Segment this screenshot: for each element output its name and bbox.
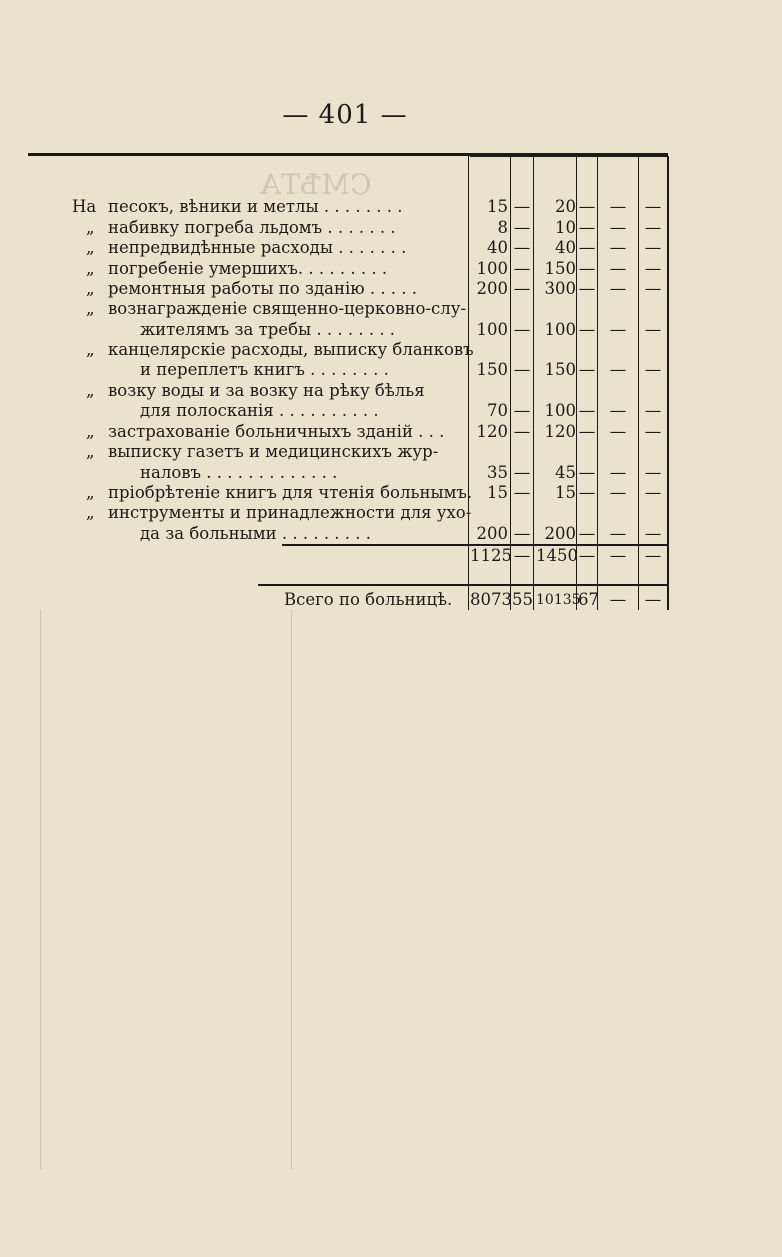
row-amount-c1: 15 <box>487 483 508 502</box>
table-row <box>0 483 690 503</box>
row-prefix: „ <box>86 279 95 298</box>
subtotal-c2k: — <box>578 546 596 565</box>
row-amount-c3: — <box>609 360 627 379</box>
row-amount-c1: 40 <box>487 238 508 257</box>
row-description: выписку газетъ и медицинскихъ жур- <box>108 442 439 461</box>
row-description: и переплетъ книгъ . . . . . . . . <box>140 360 389 379</box>
row-amount-c3: — <box>609 463 627 482</box>
row-amount-c2: 150 <box>544 360 576 379</box>
row-amount-c1: 100 <box>476 259 508 278</box>
row-amount-c3: — <box>609 218 627 237</box>
row-amount-c1k: — <box>513 320 531 339</box>
row-description: да за больными . . . . . . . . . <box>140 524 372 543</box>
total-rule <box>258 584 669 586</box>
row-amount-c3: — <box>609 259 627 278</box>
row-amount-c1k: — <box>513 401 531 420</box>
row-amount-c3: — <box>609 238 627 257</box>
row-amount-c2k: — <box>578 524 596 543</box>
row-amount-c3: — <box>609 401 627 420</box>
row-amount-c1: 100 <box>476 320 508 339</box>
row-amount-c1: 150 <box>476 360 508 379</box>
row-amount-c3: — <box>609 320 627 339</box>
row-prefix: „ <box>86 238 95 257</box>
table-row <box>0 524 690 544</box>
row-prefix: „ <box>86 442 95 461</box>
row-amount-c2k: — <box>578 218 596 237</box>
table-row <box>0 238 690 258</box>
table-row <box>0 218 690 238</box>
table-row <box>0 401 690 421</box>
row-amount-c4: — <box>644 238 662 257</box>
row-amount-c2: 150 <box>544 259 576 278</box>
row-amount-c2k: — <box>578 238 596 257</box>
row-description: наловъ . . . . . . . . . . . . . <box>140 463 338 482</box>
row-amount-c3: — <box>609 197 627 216</box>
row-amount-c1: 8 <box>497 218 508 237</box>
row-amount-c1k: — <box>513 279 531 298</box>
row-amount-c2: 300 <box>544 279 576 298</box>
row-amount-c2k: — <box>578 360 596 379</box>
row-amount-c4: — <box>644 218 662 237</box>
row-prefix: „ <box>86 218 95 237</box>
row-description: пріобрѣтеніе книгъ для чтенія больнымъ. <box>108 483 473 502</box>
row-amount-c2k: — <box>578 422 596 441</box>
grand-total-label: Всего по больницѣ. <box>284 590 453 609</box>
row-amount-c1: 35 <box>487 463 508 482</box>
table-row <box>0 299 690 319</box>
row-amount-c2: 100 <box>544 401 576 420</box>
row-amount-c1k: — <box>513 524 531 543</box>
row-amount-c4: — <box>644 463 662 482</box>
row-amount-c1k: — <box>513 218 531 237</box>
row-description: застрахованіе больничныхъ зданій . . . <box>108 422 445 441</box>
row-description: для полосканія . . . . . . . . . . <box>140 401 379 420</box>
row-amount-c2k: — <box>578 401 596 420</box>
row-amount-c1k: — <box>513 197 531 216</box>
row-amount-c2: 45 <box>555 463 576 482</box>
row-description: непредвидѣнные расходы . . . . . . . <box>108 238 407 257</box>
row-amount-c4: — <box>644 401 662 420</box>
subtotal-c1: 1125 <box>470 546 512 565</box>
row-amount-c2k: — <box>578 320 596 339</box>
table-row <box>0 463 690 483</box>
grand-total-c1: 8073 <box>470 590 512 609</box>
row-amount-c1: 200 <box>476 524 508 543</box>
table-row <box>0 259 690 279</box>
row-amount-c4: — <box>644 279 662 298</box>
row-amount-c2: 120 <box>544 422 576 441</box>
row-amount-c2: 15 <box>555 483 576 502</box>
row-amount-c2k: — <box>578 483 596 502</box>
row-amount-c4: — <box>644 422 662 441</box>
row-amount-c2k: — <box>578 463 596 482</box>
row-amount-c1: 200 <box>476 279 508 298</box>
row-amount-c4: — <box>644 483 662 502</box>
row-amount-c2k: — <box>578 279 596 298</box>
row-amount-c4: — <box>644 259 662 278</box>
row-prefix: „ <box>86 503 95 522</box>
subtotal-c4: — <box>644 546 662 565</box>
subtotal-c2: 1450 <box>536 546 578 565</box>
row-amount-c2: 10 <box>555 218 576 237</box>
row-amount-c2k: — <box>578 197 596 216</box>
row-amount-c4: — <box>644 524 662 543</box>
row-prefix: „ <box>86 259 95 278</box>
bleed-through-text: СМѢТА <box>260 168 372 201</box>
row-description: ремонтныя работы по зданію . . . . . <box>108 279 418 298</box>
grand-total-c1k: 55 <box>512 590 533 609</box>
table-row <box>0 197 690 217</box>
row-amount-c4: — <box>644 197 662 216</box>
row-prefix: „ <box>86 299 95 318</box>
row-amount-c1k: — <box>513 483 531 502</box>
subtotal-c3: — <box>609 546 627 565</box>
subtotal-c1k: — <box>513 546 531 565</box>
row-amount-c3: — <box>609 279 627 298</box>
page-number: — 401 — <box>282 100 408 130</box>
table-row <box>0 340 690 360</box>
row-description: инструменты и принадлежности для ухо- <box>108 503 472 522</box>
row-amount-c1k: — <box>513 463 531 482</box>
row-description: канцелярскіе расходы, выписку бланковъ <box>108 340 474 359</box>
row-amount-c1k: — <box>513 360 531 379</box>
row-description: набивку погреба льдомъ . . . . . . . <box>108 218 396 237</box>
row-prefix: На <box>72 197 97 216</box>
grand-total-c4: — <box>644 590 662 609</box>
row-amount-c1k: — <box>513 259 531 278</box>
row-description: погребеніе умершихъ. . . . . . . . . <box>108 259 388 278</box>
row-description: жителямъ за требы . . . . . . . . <box>140 320 396 339</box>
row-amount-c1: 70 <box>487 401 508 420</box>
row-amount-c2: 20 <box>555 197 576 216</box>
row-amount-c2k: — <box>578 259 596 278</box>
grand-total-row <box>0 590 690 610</box>
grand-total-c2k: 67 <box>578 590 599 609</box>
row-prefix: „ <box>86 340 95 359</box>
grand-total-c2: 10135 <box>536 592 581 608</box>
row-amount-c3: — <box>609 483 627 502</box>
row-amount-c4: — <box>644 360 662 379</box>
table-row <box>0 360 690 380</box>
row-prefix: „ <box>86 422 95 441</box>
row-amount-c3: — <box>609 524 627 543</box>
row-prefix: „ <box>86 381 95 400</box>
row-amount-c1: 120 <box>476 422 508 441</box>
row-prefix: „ <box>86 483 95 502</box>
subtotal-row <box>0 546 690 566</box>
row-amount-c1k: — <box>513 238 531 257</box>
row-amount-c2: 40 <box>555 238 576 257</box>
table-row <box>0 422 690 442</box>
table-row <box>0 503 690 523</box>
row-amount-c2: 100 <box>544 320 576 339</box>
table-row <box>0 442 690 462</box>
row-description: возку воды и за возку на рѣку бѣлья <box>108 381 425 400</box>
row-amount-c1k: — <box>513 422 531 441</box>
table-row <box>0 381 690 401</box>
row-description: вознагражденіе священно-церковно-слу- <box>108 299 467 318</box>
table-row <box>0 279 690 299</box>
row-description: песокъ, вѣники и метлы . . . . . . . . <box>108 197 403 216</box>
row-amount-c2: 200 <box>544 524 576 543</box>
row-amount-c1: 15 <box>487 197 508 216</box>
bleed-through-lines <box>40 610 292 1170</box>
row-amount-c3: — <box>609 422 627 441</box>
row-amount-c4: — <box>644 320 662 339</box>
grand-total-c3: — <box>609 590 627 609</box>
table-row <box>0 320 690 340</box>
